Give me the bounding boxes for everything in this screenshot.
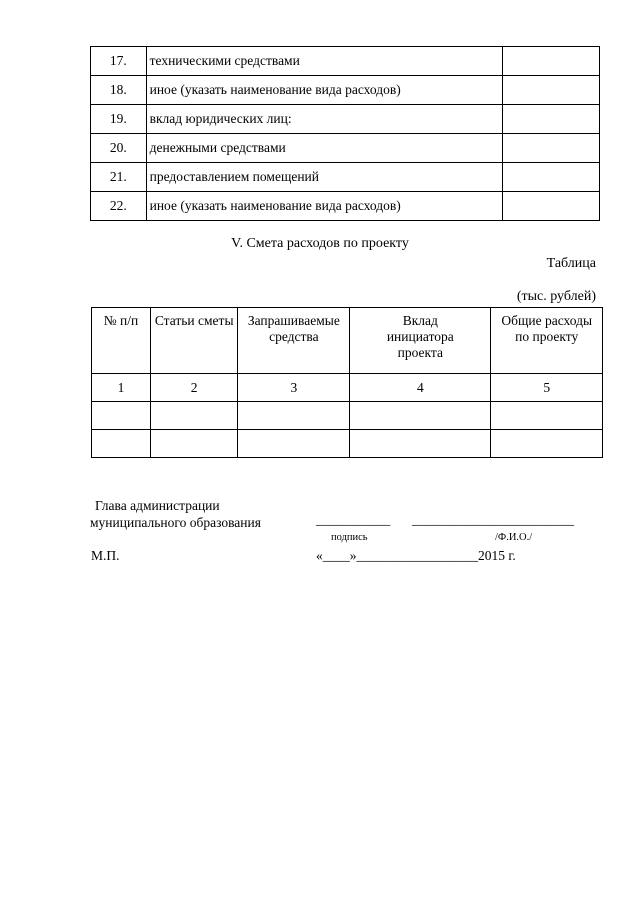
empty-cell [92, 402, 151, 430]
column-number: 4 [350, 374, 491, 402]
name-caption: /Ф.И.О./ [495, 532, 533, 543]
empty-cell [350, 430, 491, 458]
row-number: 21. [91, 163, 147, 192]
empty-cell [92, 430, 151, 458]
signature-blank: ___________ [316, 512, 391, 527]
row-text: вклад юридических лиц: [146, 105, 502, 134]
row-number: 22. [91, 192, 147, 221]
estimate-table [91, 307, 603, 458]
section-title: V. Смета расходов по проекту [231, 236, 409, 251]
row-value-cell [502, 134, 599, 163]
row-number: 17. [91, 47, 147, 76]
header-cell-total: Общие расходы по проекту [491, 308, 603, 374]
table-row [91, 105, 600, 134]
row-value-cell [502, 47, 599, 76]
header-cell-contribution: Вклад инициатора проекта [350, 308, 491, 374]
column-number: 1 [92, 374, 151, 402]
empty-cell [491, 402, 603, 430]
expense-sources-table [90, 46, 600, 221]
row-value-cell [502, 76, 599, 105]
table-row [91, 76, 600, 105]
units-label: (тыс. рублей) [516, 289, 596, 304]
empty-cell [150, 430, 238, 458]
position-title-line2: муниципального образования [90, 515, 261, 530]
row-value-cell [502, 163, 599, 192]
empty-cell [150, 402, 238, 430]
table-row [92, 374, 603, 402]
empty-cell [491, 430, 603, 458]
column-number: 3 [238, 374, 350, 402]
table-header-row [92, 308, 603, 374]
row-value-cell [502, 192, 599, 221]
name-blank: ________________________ [412, 512, 574, 527]
empty-cell [238, 402, 350, 430]
empty-cell [238, 430, 350, 458]
stamp-placeholder: М.П. [91, 548, 120, 563]
signature-caption: подпись [331, 532, 368, 543]
row-number: 19. [91, 105, 147, 134]
position-title-line1: Глава администрации [95, 498, 220, 513]
row-text: техническими средствами [146, 47, 502, 76]
table-row [92, 430, 603, 458]
column-number: 5 [491, 374, 603, 402]
table-row [91, 192, 600, 221]
row-text: иное (указать наименование вида расходов) [146, 76, 502, 105]
row-value-cell [502, 105, 599, 134]
header-cell-number: № п/п [92, 308, 151, 374]
row-text: денежными средствами [146, 134, 502, 163]
empty-cell [350, 402, 491, 430]
row-text: предоставлением помещений [146, 163, 502, 192]
header-cell-requested: Запрашиваемые средства [238, 308, 350, 374]
table-row [91, 134, 600, 163]
table-row [91, 163, 600, 192]
row-text: иное (указать наименование вида расходов) [146, 192, 502, 221]
table-row [92, 402, 603, 430]
column-number: 2 [150, 374, 238, 402]
header-cell-items: Статьи сметы [150, 308, 238, 374]
table-caption: Таблица [546, 256, 596, 271]
row-number: 18. [91, 76, 147, 105]
table-row [91, 47, 600, 76]
row-number: 20. [91, 134, 147, 163]
date-line: «____»__________________2015 г. [316, 548, 516, 563]
